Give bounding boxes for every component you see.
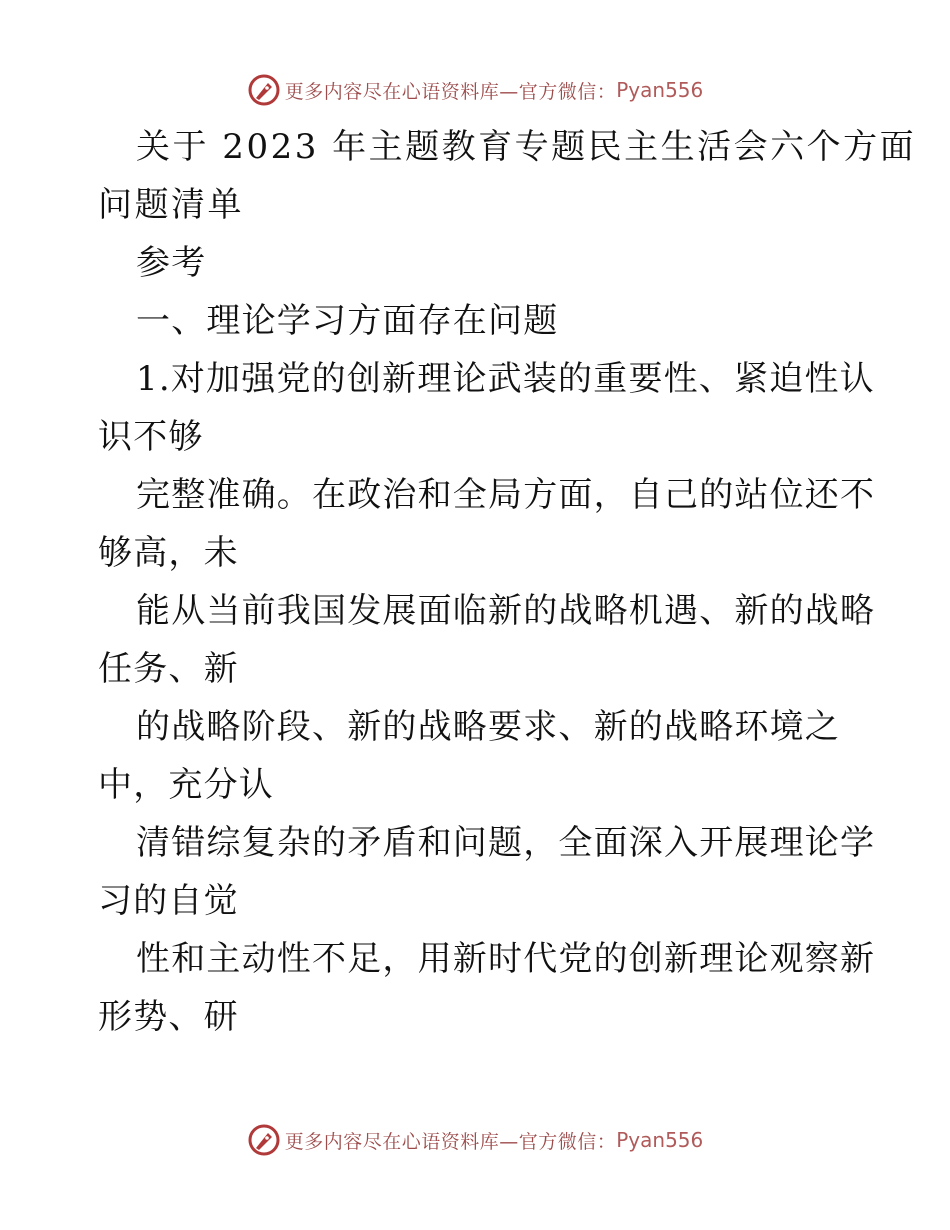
paragraph-line: 性和主动性不足，用新时代党的创新理论观察新 (136, 939, 876, 979)
paragraph-line: 形势、研 (98, 997, 239, 1037)
paragraph-line: 一、理论学习方面存在问题 (136, 301, 559, 341)
paragraph-line: 1.对加强党的创新理论武装的重要性、紧迫性认 (136, 359, 875, 399)
footer-watermark (0, 1120, 950, 1160)
pen-nib-logo-icon (247, 73, 281, 107)
document-title-line: 问题清单 (98, 185, 244, 225)
paragraph-line: 完整准确。在政治和全局方面，自己的站位还不 (136, 475, 876, 515)
paragraph-line: 能从当前我国发展面临新的战略机遇、新的战略 (136, 591, 876, 631)
document-title-line: 关于 2023 年主题教育专题民主生活会六个方面 (136, 127, 917, 167)
paragraph-line: 任务、新 (98, 649, 239, 689)
paragraph-line: 中，充分认 (98, 765, 274, 805)
watermark-wechat-id: Pyan556 (616, 78, 704, 102)
document-body (98, 118, 917, 1046)
watermark-text: 更多内容尽在心语资料库—官方微信： (284, 1130, 617, 1153)
paragraph-line: 清错综复杂的矛盾和问题，全面深入开展理论学 (136, 823, 876, 863)
watermark-wechat-id: Pyan556 (616, 1128, 704, 1152)
header-watermark (0, 70, 950, 110)
paragraph-line: 的战略阶段、新的战略要求、新的战略环境之 (136, 707, 840, 747)
paragraph-line: 够高，未 (98, 533, 239, 573)
watermark-text: 更多内容尽在心语资料库—官方微信： (284, 80, 617, 103)
pen-nib-logo-icon (247, 1123, 281, 1157)
paragraph-line: 识不够 (98, 417, 204, 457)
paragraph-line: 习的自觉 (98, 881, 239, 921)
paragraph-line: 参考 (136, 243, 207, 283)
